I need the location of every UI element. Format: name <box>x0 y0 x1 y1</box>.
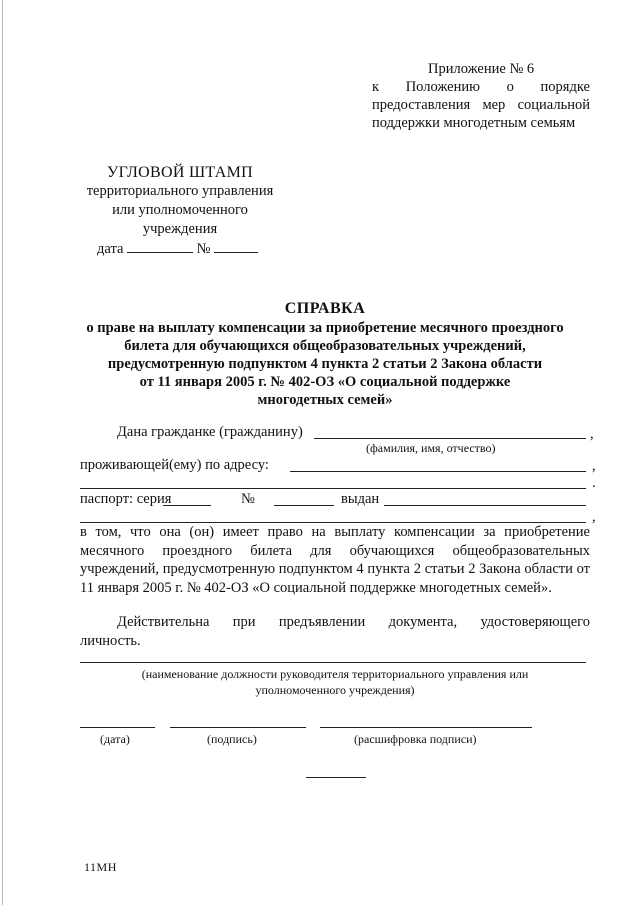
validity-word: предъявлении <box>278 614 366 630</box>
subtitle-line: многодетных семей» <box>257 392 393 408</box>
passport-series-label: паспорт: серия <box>80 491 172 507</box>
address-field-line-2[interactable] <box>80 488 586 489</box>
validity-word: при <box>232 614 256 630</box>
signature-field[interactable] <box>170 727 306 728</box>
annex-word: порядке <box>540 79 590 95</box>
annex-word: к <box>372 79 380 95</box>
annex-word: Положению <box>405 79 480 95</box>
name-caption: (фамилия, имя, отчество) <box>366 441 496 455</box>
passport-issued-field[interactable] <box>384 505 586 506</box>
stamp-number-field[interactable] <box>214 240 258 253</box>
stamp-line-2: или уполномоченного <box>112 202 248 218</box>
annex-line-3: поддержки многодетным семьям <box>372 115 576 131</box>
stamp-number-label: № <box>196 241 211 257</box>
stamp-line-3: учреждения <box>142 221 218 237</box>
passport-number-field[interactable] <box>274 505 334 506</box>
issued-to-label: Дана гражданке (гражданину) <box>117 424 303 440</box>
document-title: СПРАВКА <box>284 300 366 317</box>
annex-line-1 <box>372 78 590 96</box>
body-paragraph: в том, что она (он) имеет право на выплату компенсации за приобретение месячного проездного билета для обучающихся общеобразовательных учреждений, предусмотренную подпунктом 4 пункта 2 статьи 2 Закона области от 11 января 2005 г. № 402-ОЗ «О социальной поддержке многодетных семей». <box>80 524 590 597</box>
passport-series-field[interactable] <box>163 505 211 506</box>
address-label: проживающей(ему) по адресу: <box>80 457 269 473</box>
validity-word: удостоверяющего <box>480 614 590 630</box>
footer-code: 11МН <box>84 860 117 874</box>
closing-separator-line <box>306 777 366 778</box>
annex-word: о <box>506 79 514 95</box>
subtitle-line: о праве на выплату компенсации за приобретение месячного проездного <box>86 320 564 336</box>
validity-line-1 <box>80 613 590 632</box>
position-caption-line: уполномоченного учреждения) <box>255 683 415 697</box>
stamp-title: УГЛОВОЙ ШТАМП <box>107 164 253 181</box>
passport-number-label: № <box>241 491 255 507</box>
date-field[interactable] <box>80 727 155 728</box>
validity-word: Действительна <box>117 614 210 630</box>
validity-line-2: личность. <box>80 633 141 649</box>
signature-caption: (подпись) <box>207 732 257 746</box>
address-field[interactable] <box>290 471 586 472</box>
corner-stamp <box>80 163 280 259</box>
address-comma: , <box>592 458 596 474</box>
decoding-caption: (расшифровка подписи) <box>354 732 477 746</box>
scan-edge-line <box>2 0 3 905</box>
stamp-line-1: территориального управления <box>86 183 274 199</box>
date-caption: (дата) <box>100 732 130 746</box>
subtitle-line: от 11 января 2005 г. № 402-ОЗ «О социальной поддержке <box>139 374 511 390</box>
validity-word: документа, <box>388 614 458 630</box>
passport-comma: , <box>592 509 596 525</box>
stamp-date-field[interactable] <box>127 240 193 253</box>
position-caption <box>80 666 590 698</box>
stamp-date-label: дата <box>97 241 124 257</box>
position-field[interactable] <box>80 662 586 663</box>
subtitle-line: предусмотренную подпунктом 4 пункта 2 статьи 2 Закона области <box>107 356 543 372</box>
annex-reference <box>372 60 590 132</box>
stamp-date-row <box>80 240 280 259</box>
passport-issued-label: выдан <box>341 491 380 507</box>
issued-to-comma: , <box>590 426 594 442</box>
annex-title: Приложение № 6 <box>428 61 535 77</box>
address-period: . <box>592 475 596 491</box>
annex-line-2 <box>372 96 590 114</box>
annex-word: предоставления <box>372 97 471 113</box>
issued-to-field[interactable] <box>314 438 586 439</box>
document-subtitle <box>70 319 580 409</box>
subtitle-line: билета для обучающихся общеобразовательных учреждений, <box>124 338 526 354</box>
annex-word: мер <box>482 97 506 113</box>
signature-decoding-field[interactable] <box>320 727 532 728</box>
position-caption-line: (наименование должности руководителя территориального управления или <box>141 667 529 681</box>
annex-word: социальной <box>517 97 590 113</box>
